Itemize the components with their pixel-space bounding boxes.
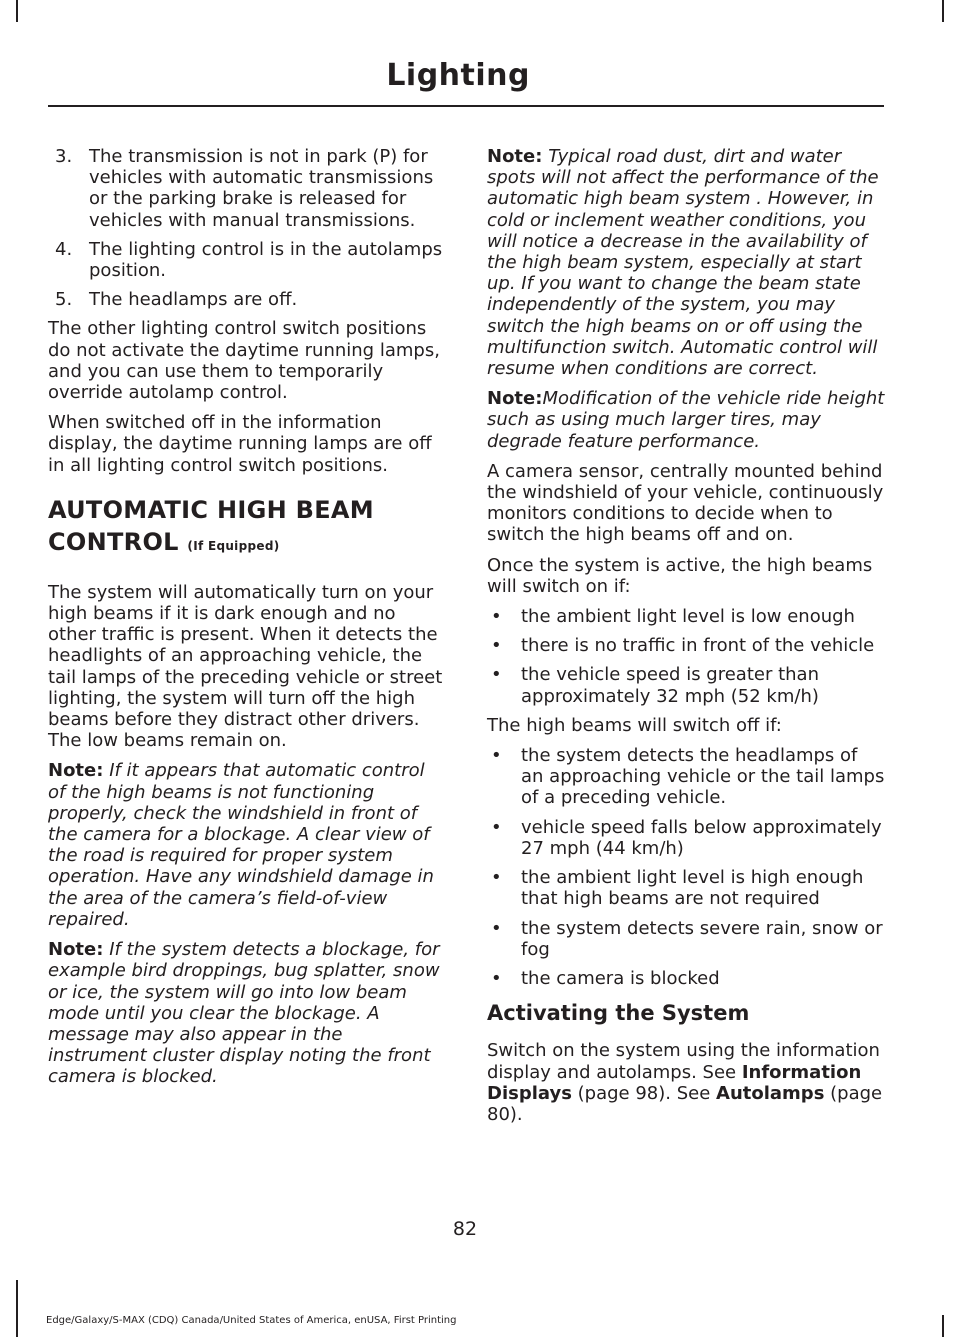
crop-mark-top-right [942, 0, 944, 22]
list-item: • the ambient light level is low enough [491, 606, 855, 628]
crop-mark-top-left [16, 0, 18, 22]
paragraph: Switch on the system using the information display and autolamps. See Information Displays (page 98). See Autolamps (page 80). [487, 1040, 883, 1125]
list-item: • the system detects severe rain, snow or fog [491, 917, 883, 960]
left-column [48, 146, 446, 1097]
numbered-item: 4. The lighting control is in the autolamps position. [55, 238, 443, 282]
cross-reference-link[interactable]: Information Displays [487, 1061, 862, 1104]
crop-mark-bottom-left [16, 1280, 18, 1337]
numbered-item: 5. The headlamps are off. [55, 289, 298, 311]
paragraph: Once the system is active, the high beams will switch on if: [487, 554, 873, 597]
paragraph: The system will automatically turn on your high beams if it is dark enough and no other traffic is present. When it detects the headlights of an approaching vehicle, the tail lamps of the preceding vehicle or street lighting, the system will turn off the high beams before they distract other drivers. The low beams remain on. [48, 581, 443, 752]
crop-mark-bottom-right [942, 1315, 944, 1337]
page-title: Lighting [386, 58, 530, 93]
page-number: 82 [452, 1218, 478, 1240]
list-item: • the vehicle speed is greater than approximately 32 mph (52 km/h) [491, 664, 819, 707]
paragraph: The other lighting control switch positions do not activate the daytime running lamps, and you can use them to temporarily override autolamp control. [48, 318, 440, 404]
right-column [487, 146, 885, 1134]
paragraph: The high beams will switch off if: [487, 714, 782, 736]
header-divider [48, 105, 884, 107]
list-item: • there is no traffic in front of the vehicle [491, 635, 875, 657]
heading-suffix: (If Equipped) [187, 538, 280, 553]
subsection-heading: Activating the System [487, 1001, 750, 1026]
note: Note:Modification of the vehicle ride height such as using much larger tires, may degrade feature performance. [487, 388, 885, 452]
list-item: • vehicle speed falls below approximately 27 mph (44 km/h) [491, 816, 882, 859]
note: Note: If the system detects a blockage, for example bird droppings, bug splatter, snow or ice, the system will go into low beam mode until you clear the blockage. A message may also appear in the instrument cluster display noting the front camera is blocked. [48, 939, 440, 1088]
note: Note: Typical road dust, dirt and water spots will not affect the performance of the automatic high beam system . However, in cold or inclement weather conditions, you will notice a decrease in the availability of the high beam system, especially at start up. If you want to change the beam state independently of the system, you may switch the high beams on or off using the multifunction switch. Automatic control will resume when conditions are correct. [487, 146, 879, 380]
list-item: • the system detects the headlamps of an approaching vehicle or the tail lamps of a preceding vehicle. [491, 745, 885, 809]
paragraph: A camera sensor, centrally mounted behind the windshield of your vehicle, continuously monitors conditions to decide when to switch the high beams off and on. [487, 460, 884, 546]
numbered-item: 3. The transmission is not in park (P) for vehicles with automatic transmissions or the parking brake is released for vehicles with manual transmissions. [55, 146, 434, 231]
list-item: • the camera is blocked [491, 967, 720, 989]
paragraph: When switched off in the information display, the daytime running lamps are off in all lighting control switch positions. [48, 412, 432, 476]
note: Note: If it appears that automatic control of the high beams is not functioning properly, check the windshield in front of the camera for a blockage. A clear view of the road is required for proper system operation. Have any windshield damage in the area of the camera’s field-of-view repaired. [48, 760, 434, 930]
cross-reference-link[interactable]: Autolamps [716, 1082, 825, 1104]
section-heading: AUTOMATIC HIGH BEAM CONTROL (If Equipped) [48, 495, 374, 556]
list-item: • the ambient light level is high enough that high beams are not required [491, 867, 864, 910]
footer-text: Edge/Galaxy/S-MAX (CDQ) Canada/United States of America, enUSA, First Printing [46, 1315, 457, 1326]
